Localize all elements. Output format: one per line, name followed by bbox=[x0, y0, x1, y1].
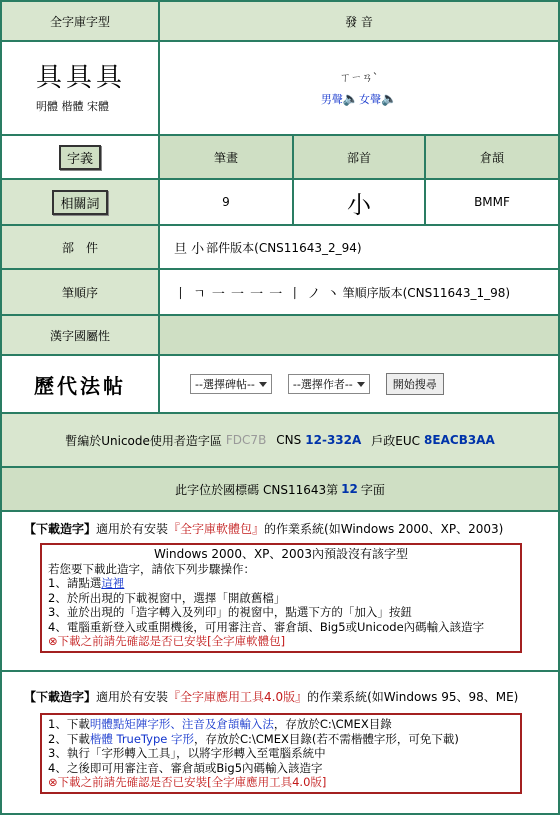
download-1-intro: 若您要下載此造字，請依下列步驟操作： bbox=[48, 561, 255, 576]
download-1-title: Windows 2000、XP、2003內預設沒有該字型 bbox=[154, 547, 408, 561]
calligraphy-label: 歷代法帖 bbox=[1, 355, 159, 413]
stele-select-value: --選擇碑帖-- bbox=[195, 378, 255, 391]
codes-cell bbox=[1, 413, 559, 467]
download-1-step1: 1、請點選 bbox=[48, 576, 102, 590]
euc-value: 8EACB3AA bbox=[424, 433, 495, 447]
stroke-order-row bbox=[1, 269, 559, 315]
download-1-tail: 的作業系統(如Windows 2000、XP、2003) bbox=[264, 522, 504, 536]
stroke-sequence: 丨 ㄱ 一 一 一 一 丨 ノ 丶 bbox=[174, 286, 341, 302]
download-2-step1a: 1、下載 bbox=[48, 717, 90, 731]
tab-related[interactable]: 相關詞 bbox=[52, 190, 107, 215]
download-1-cell bbox=[1, 511, 559, 671]
col-cangjie: 倉頡 bbox=[425, 135, 559, 179]
unicode-value: FDC7B bbox=[225, 433, 267, 447]
plane-suffix: 字面 bbox=[360, 482, 385, 497]
cns-label: CNS bbox=[276, 433, 302, 447]
download-section-2 bbox=[1, 671, 559, 814]
download-2-cell bbox=[1, 671, 559, 814]
download-2-step2b: ，存放於C:\CMEX目錄(若不需楷體字形，可免下載) bbox=[193, 731, 459, 746]
download-section-1 bbox=[1, 511, 559, 671]
download-1-head: 【下載造字】 bbox=[24, 522, 97, 536]
download-2-head: 【下載造字】 bbox=[24, 690, 97, 704]
download-2-step4: 4、之後即可用審注音、審倉頡或Big5內碼輸入該造字 bbox=[48, 760, 323, 775]
download-2-tail: 的作業系統(如Windows 95、98、ME) bbox=[307, 690, 519, 704]
col-radical: 部首 bbox=[293, 135, 425, 179]
download-1-note: ⊗下載之前請先確認是否已安裝[全字庫軟體包] bbox=[48, 634, 286, 648]
search-button[interactable]: 開始搜尋 bbox=[386, 373, 444, 395]
components-row bbox=[1, 225, 559, 269]
download-2-package-link[interactable]: 『全字庫應用工具4.0版』 bbox=[168, 690, 308, 704]
calligraphy-controls bbox=[159, 355, 559, 413]
value-radical: 小 bbox=[293, 179, 425, 225]
male-voice-label: 男聲 bbox=[320, 93, 343, 106]
columns-row bbox=[1, 135, 559, 179]
female-voice-label: 女聲 bbox=[359, 93, 381, 106]
header-pronunciation-label: 發 音 bbox=[159, 1, 559, 41]
cns-value: 12-332A bbox=[305, 433, 362, 447]
glyph-samples bbox=[1, 41, 159, 135]
components-label: 部 件 bbox=[1, 225, 159, 269]
download-2-step2a: 2、下載 bbox=[48, 731, 90, 746]
header-font-label: 全字庫字型 bbox=[1, 1, 159, 41]
author-select[interactable] bbox=[288, 374, 370, 394]
download-1-package-link[interactable]: 『全字庫軟體包』 bbox=[168, 522, 265, 536]
download-font-input-link[interactable]: 明體點矩陣字形、注音及倉頡輸入法 bbox=[89, 717, 274, 731]
euc-label: 戶政EUC bbox=[371, 433, 421, 448]
download-1-lead: 適用於有安裝 bbox=[96, 522, 169, 536]
components-cell bbox=[159, 225, 559, 269]
value-cangjie: BMMF bbox=[425, 179, 559, 225]
download-1-instructions bbox=[40, 543, 522, 653]
unicode-prefix: 暫編於Unicode使用者造字區 bbox=[65, 433, 222, 448]
stroke-version-link[interactable]: 筆順序版本(CNS11643_1_98) bbox=[342, 285, 511, 300]
plane-row bbox=[1, 467, 559, 511]
related-tab-cell bbox=[1, 179, 159, 225]
attribute-row bbox=[1, 315, 559, 355]
bopomofo: ㄒㄧㄢˋ bbox=[339, 71, 379, 84]
values-row bbox=[1, 179, 559, 225]
download-2-step3: 3、執行「字形轉入工具」，以將字形轉入至電腦系統中 bbox=[48, 746, 326, 760]
glyph-row bbox=[1, 41, 559, 135]
plane-number: 12 bbox=[341, 482, 358, 496]
download-2-instructions bbox=[40, 713, 522, 794]
attribute-value bbox=[159, 315, 559, 355]
col-strokes: 筆畫 bbox=[159, 135, 293, 179]
plane-cell bbox=[1, 467, 559, 511]
components-version-link[interactable]: 部件版本(CNS11643_2_94) bbox=[206, 240, 362, 255]
download-here-link[interactable]: 這裡 bbox=[101, 576, 125, 590]
male-speaker-icon[interactable]: 🔈 bbox=[342, 91, 359, 107]
download-1-step4: 4、電腦重新登入或重開機後，可用審注音、審倉頡、Big5或Unicode內碼輸入該造字 bbox=[48, 619, 485, 634]
download-2-lead: 適用於有安裝 bbox=[96, 690, 169, 704]
value-strokes: 9 bbox=[159, 179, 293, 225]
download-2-step1b: ，存放於C:\CMEX目錄 bbox=[273, 717, 392, 731]
tab-meaning[interactable]: 字義 bbox=[59, 145, 101, 170]
author-select-value: --選擇作者-- bbox=[292, 378, 353, 391]
download-1-step2: 2、於所出現的下載視窗中，選擇「開啟舊檔」 bbox=[48, 590, 286, 605]
codes-row bbox=[1, 413, 559, 467]
download-2-note: ⊗下載之前請先確認是否已安裝[全字庫應用工具4.0版] bbox=[48, 775, 327, 789]
calligraphy-row bbox=[1, 355, 559, 413]
stele-select[interactable] bbox=[190, 374, 272, 394]
download-kaiti-link[interactable]: 楷體 TrueType 字形 bbox=[89, 731, 194, 746]
meaning-tab-cell bbox=[1, 135, 159, 179]
plane-prefix: 此字位於國標碼 CNS11643第 bbox=[175, 482, 339, 497]
chevron-down-icon bbox=[357, 382, 365, 387]
attribute-label: 漢字國屬性 bbox=[1, 315, 159, 355]
glyph-font-names: 明體 楷體 宋體 bbox=[36, 100, 109, 113]
header-row bbox=[1, 1, 559, 41]
glyph-chars: 具具具 bbox=[36, 63, 127, 93]
pronunciation-cell bbox=[159, 41, 559, 135]
component-glyphs: 旦 小 bbox=[174, 241, 205, 257]
chevron-down-icon bbox=[259, 382, 267, 387]
stroke-order-label: 筆順序 bbox=[1, 269, 159, 315]
stroke-order-cell bbox=[159, 269, 559, 315]
female-speaker-icon[interactable]: 🔈 bbox=[381, 91, 398, 107]
download-1-step3: 3、並於出現的「造字轉入及列印」的視窗中，點選下方的「加入」按鈕 bbox=[48, 605, 412, 619]
